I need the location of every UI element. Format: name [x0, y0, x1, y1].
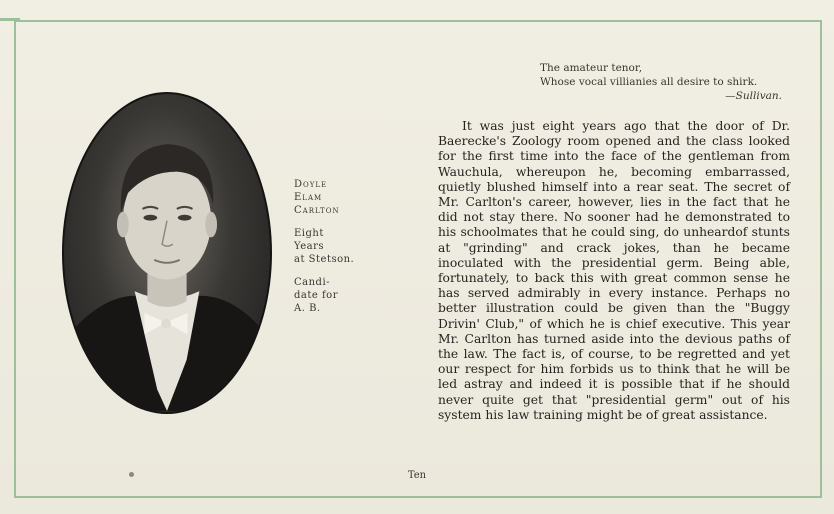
- name-line: Doyle: [294, 179, 328, 190]
- degree-note: [294, 276, 384, 315]
- degree-line: Candi-: [294, 277, 331, 288]
- years-note: [294, 227, 384, 266]
- years-line: Eight: [294, 228, 324, 239]
- page-number: Ten: [407, 470, 427, 481]
- student-caption: [294, 178, 384, 325]
- portrait-illustration: [64, 94, 270, 412]
- biography-paragraph: It was just eight years ago that the door of Dr. Baerecke's Zoology room opened and the class looked for the first time into the face of the gentleman from Wauchula, whereupon he, becoming embarrassed, quietly blushed himself into a rear seat. The secret of Mr. Carlton's career, however, lies in the fact that he did not stay there. No sooner had he demonstrated to his schoolmates that he could sing, do unheardof stunts at "grinding" and crack jokes, than he became inoculated with the presidential germ. Being able, fortunately, to back this with great common sense he has served admirably in every instance. Perhaps no better illustration could be given than the "Buggy Drivin' Club," of which he is chief executive. This year Mr. Carlton has turned aside into the devious paths of the law. The fact is, of course, to be regretted and yet our respect for him forbids us to think that he will be led astray and indeed it is possible that if he should never quite get that "presidential germ" out of his system his law training might be of great assistance.: [438, 119, 790, 422]
- degree-line: A. B.: [294, 303, 321, 314]
- border-rule: [0, 18, 20, 21]
- epigraph: [540, 61, 790, 103]
- epigraph-line: Whose vocal villianies all desire to shirk.: [540, 76, 758, 88]
- name-line: Elam: [294, 192, 323, 203]
- portrait-photo: [62, 92, 272, 414]
- degree-line: date for: [294, 290, 338, 301]
- name-line: Carlton: [294, 205, 340, 216]
- years-line: Years: [294, 241, 325, 252]
- epigraph-attribution: —Sullivan.: [725, 90, 782, 102]
- years-line: at Stetson.: [294, 254, 355, 265]
- student-name: [294, 178, 384, 217]
- epigraph-line: The amateur tenor,: [540, 62, 643, 74]
